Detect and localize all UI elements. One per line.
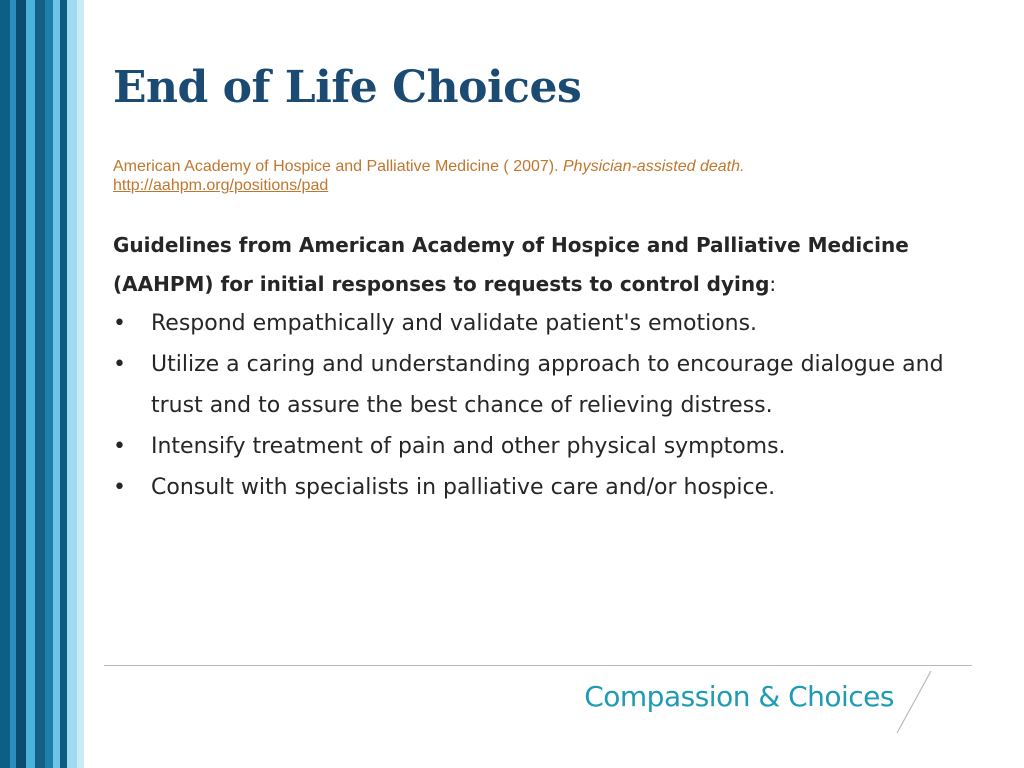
brand-logo-text: Compassion & Choices — [584, 680, 894, 713]
decorative-stripe — [60, 0, 67, 768]
guidelines-heading: Guidelines from American Academy of Hospice and Palliative Medicine (AAHPM) for initial responses to requests to control dying — [113, 233, 909, 296]
citation — [113, 157, 973, 195]
bullet-icon: • — [113, 311, 126, 336]
footer-slash-decoration — [895, 671, 935, 735]
guidelines-colon: : — [769, 272, 777, 296]
slide-title: End of Life Choices — [113, 62, 582, 113]
bullet-item — [113, 426, 973, 467]
citation-title: Physician-assisted death. — [563, 158, 745, 175]
bullet-icon: • — [113, 352, 126, 377]
bullet-icon: • — [113, 434, 126, 459]
decorative-stripe — [26, 0, 35, 768]
bullet-list — [113, 303, 973, 508]
decorative-stripe — [53, 0, 60, 768]
citation-link[interactable]: http://aahpm.org/positions/pad — [113, 177, 329, 194]
decorative-stripe — [77, 0, 84, 768]
citation-text: American Academy of Hospice and Palliative Medicine ( 2007). — [113, 158, 563, 175]
decorative-stripe — [67, 0, 77, 768]
bullet-item — [113, 344, 973, 426]
decorative-stripe — [0, 0, 10, 768]
bullet-item — [113, 467, 973, 508]
bullet-text: Respond empathically and validate patient's emotions. — [151, 311, 758, 336]
bullet-text: Consult with specialists in palliative care and/or hospice. — [151, 475, 776, 500]
footer-divider — [104, 665, 972, 666]
decorative-stripe — [35, 0, 45, 768]
decorative-stripe — [45, 0, 53, 768]
bullet-icon: • — [113, 475, 126, 500]
bullet-text: Utilize a caring and understanding approach to encourage dialogue and trust and to assure the best chance of relieving distress. — [151, 352, 944, 418]
bullet-text: Intensify treatment of pain and other physical symptoms. — [151, 434, 786, 459]
bullet-item — [113, 303, 973, 344]
guidelines-intro — [113, 226, 993, 304]
decorative-stripe — [16, 0, 26, 768]
